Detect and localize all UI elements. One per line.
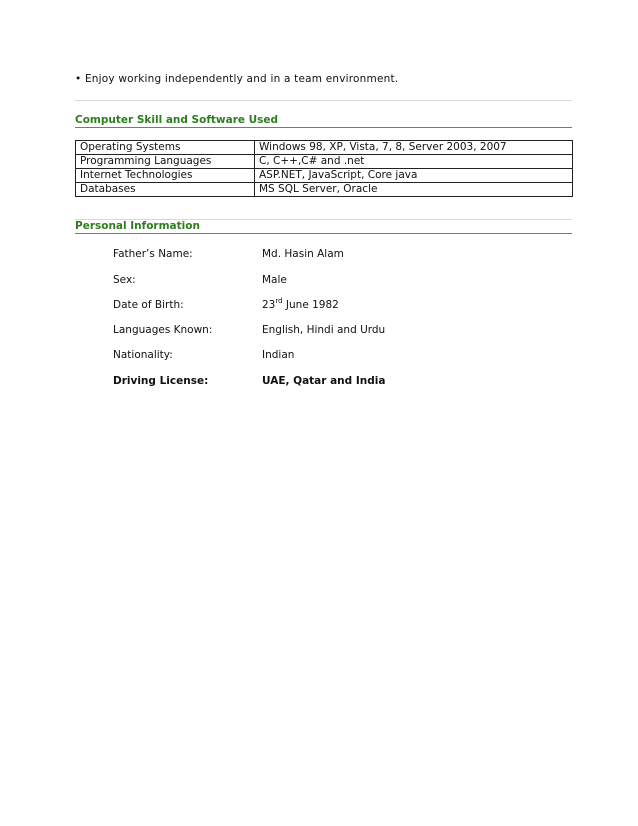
info-label: Sex: — [113, 274, 136, 286]
dob-day: 23 — [262, 299, 276, 311]
skill-value: MS SQL Server, Oracle — [255, 183, 573, 197]
skill-value: C, C++,C# and .net — [255, 155, 573, 169]
skill-category: Databases — [76, 183, 255, 197]
bullet-glyph: • — [75, 73, 82, 85]
dob-month-year: June 1982 — [282, 299, 339, 311]
info-value: Md. Hasin Alam — [262, 248, 344, 260]
info-value: English, Hindi and Urdu — [262, 324, 386, 336]
info-row-sex — [113, 273, 573, 287]
info-row-nationality — [113, 348, 573, 362]
info-value: Male — [262, 274, 287, 286]
info-label: Languages Known: — [113, 324, 213, 336]
info-label: Driving License: — [113, 375, 209, 387]
dob-ordinal-suffix: rd — [275, 297, 283, 305]
info-value: UAE, Qatar and India — [262, 375, 386, 387]
skills-table — [75, 140, 573, 197]
skill-value: Windows 98, XP, Vista, 7, 8, Server 2003, 2007 — [255, 141, 573, 155]
table-row — [76, 155, 573, 169]
info-label: Nationality: — [113, 349, 173, 361]
info-value — [262, 298, 339, 312]
personal-section-title: Personal Information — [75, 220, 200, 232]
skills-title-underline — [75, 127, 572, 128]
table-row — [76, 169, 573, 183]
info-row-languages — [113, 323, 573, 337]
info-label: Father’s Name: — [113, 248, 193, 260]
info-row-date-of-birth — [113, 298, 573, 312]
info-label: Date of Birth: — [113, 299, 184, 311]
table-row — [76, 183, 573, 197]
personal-title-underline — [75, 233, 572, 234]
bullet-item — [75, 73, 398, 85]
section-divider — [75, 100, 572, 101]
bullet-text: Enjoy working independently and in a team environment. — [84, 73, 399, 85]
info-row-fathers-name — [113, 247, 573, 261]
skill-category: Programming Languages — [76, 155, 255, 169]
table-row — [76, 141, 573, 155]
skills-section-title: Computer Skill and Software Used — [75, 114, 279, 126]
skill-value: ASP.NET, JavaScript, Core java — [255, 169, 573, 183]
skill-category: Operating Systems — [76, 141, 255, 155]
skill-category: Internet Technologies — [76, 169, 255, 183]
info-value: Indian — [262, 349, 295, 361]
info-row-driving-license — [113, 374, 573, 388]
